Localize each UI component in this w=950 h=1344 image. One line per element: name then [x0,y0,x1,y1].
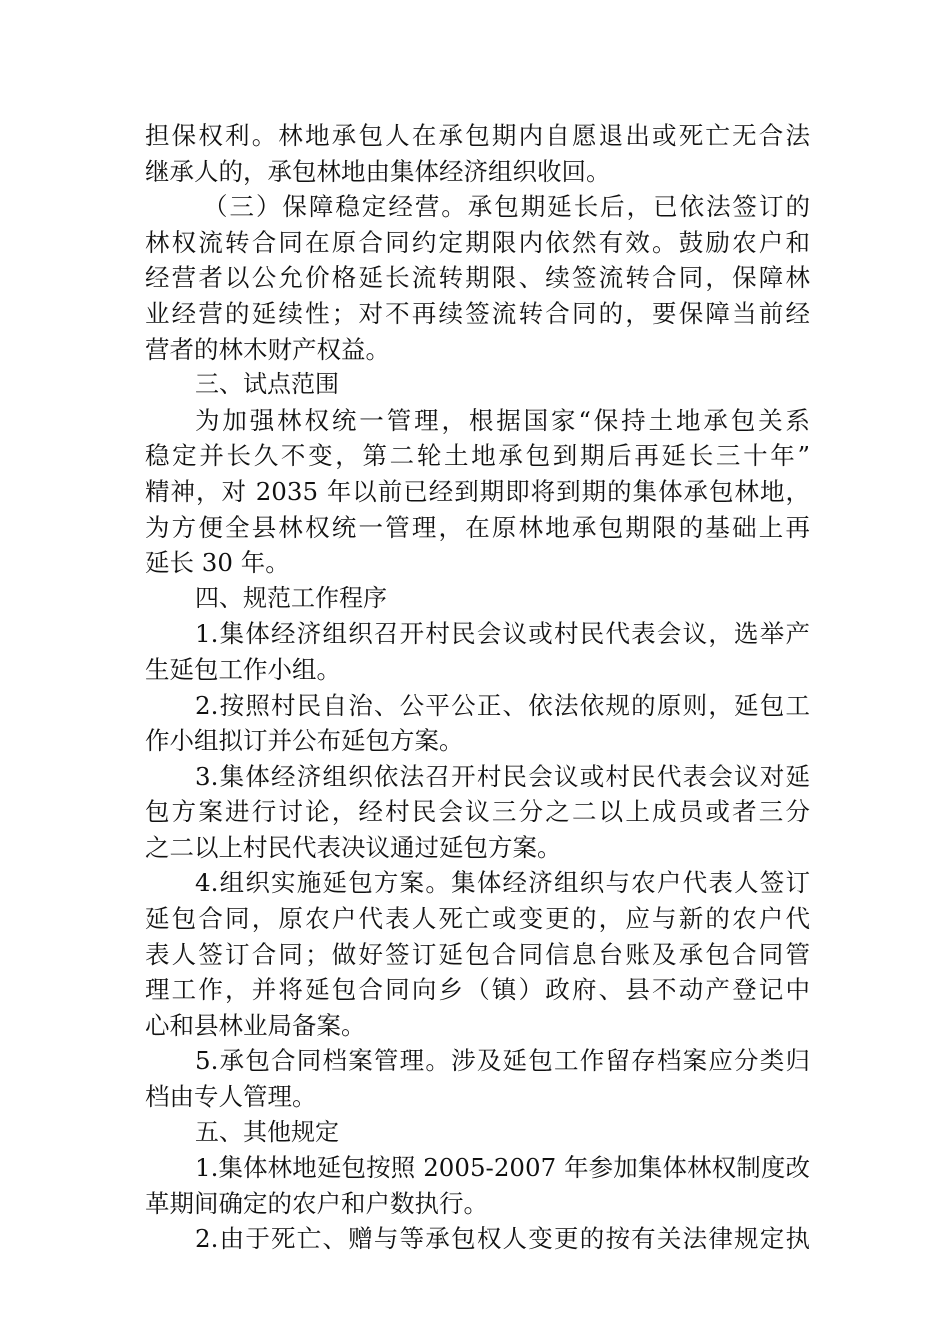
list-item-line: 表人签订合同；做好签订延包合同信息台账及承包合同管 [145,939,810,969]
list-item-line: 2.由于死亡、赠与等承包权人变更的按有关法律规定执 [195,1224,810,1254]
list-item-line: 档由专人管理。 [145,1082,317,1112]
list-item-line: 5.承包合同档案管理。涉及延包工作留存档案应分类归 [195,1046,810,1076]
paragraph-line: 营者的林木财产权益。 [145,334,390,364]
paragraph-line: 为方便全县林权统一管理，在原林地承包期限的基础上再 [145,512,810,542]
paragraph-line: 稳定并长久不变，第二轮土地承包到期后再延长三十年” [145,441,810,471]
paragraph-line: 继承人的，承包林地由集体经济组织收回。 [145,156,611,186]
list-item-line: 3.集体经济组织依法召开村民会议或村民代表会议对延 [195,761,810,791]
list-item-line: 1.集体经济组织召开村民会议或村民代表会议，选举产 [195,619,810,649]
list-item-line: 1.集体林地延包按照 2005-2007 年参加集体林权制度改 [195,1153,810,1183]
paragraph-line: 为加强林权统一管理，根据国家“保持土地承包关系 [195,405,810,435]
document-page [145,118,810,1257]
list-item-line: 作小组拟订并公布延包方案。 [145,726,464,756]
list-item-line: 革期间确定的农户和户数执行。 [145,1188,488,1218]
section-heading: 四、规范工作程序 [195,583,387,612]
paragraph-line: 延长 30 年。 [145,548,290,578]
subsection-title: （三）保障稳定经营。 [203,192,468,222]
subsection-text: 承包期延长后，已依法签订的 [467,192,811,222]
list-item-line: 生延包工作小组。 [145,654,341,684]
list-item-line: 延包合同，原农户代表人死亡或变更的，应与新的农户代 [145,904,810,934]
paragraph-line: 业经营的延续性；对不再续签流转合同的，要保障当前经 [145,298,810,328]
list-item-line: 2.按照村民自治、公平公正、依法依规的原则，延包工 [195,690,810,720]
list-item-line: 之二以上村民代表决议通过延包方案。 [145,832,562,862]
section-heading: 五、其他规定 [195,1117,339,1146]
paragraph-line: 经营者以公允价格延长流转期限、续签流转合同，保障林 [145,263,810,293]
list-item-line: 4.组织实施延包方案。集体经济组织与农户代表人签订 [195,868,810,898]
list-item-line: 包方案进行讨论，经村民会议三分之二以上成员或者三分 [145,797,810,827]
list-item-line: 理工作，并将延包合同向乡（镇）政府、县不动产登记中 [145,975,810,1005]
paragraph-line: 林权流转合同在原合同约定期限内依然有效。鼓励农户和 [145,227,810,257]
subsection-first-line [145,189,810,225]
paragraph-line: 担保权利。林地承包人在承包期内自愿退出或死亡无合法 [145,121,810,150]
list-item-line: 心和县林业局备案。 [145,1010,366,1040]
paragraph-line: 精神，对 2035 年以前已经到期即将到期的集体承包林地， [145,476,810,506]
section-heading: 三、试点范围 [195,370,339,399]
